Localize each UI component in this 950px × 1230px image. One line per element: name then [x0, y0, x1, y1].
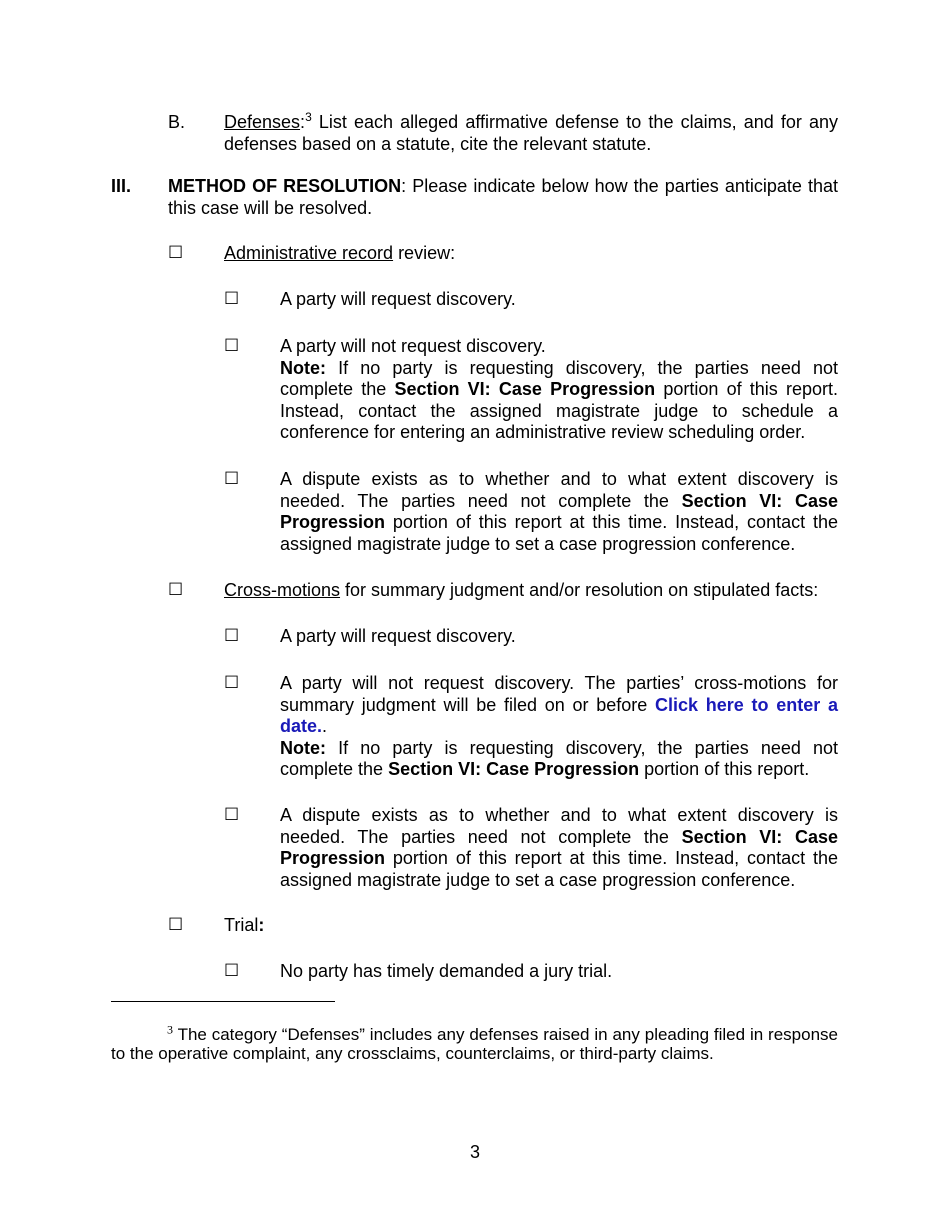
trial-label: Trial:	[224, 915, 265, 935]
admin-opt2-note: Note: If no party is requesting discovery, the parties need not complete the Section VI: Case Progression portion of this report. Instead, contact the assigned magistrate judge to schedule a conference for entering an administrative review scheduling order.	[280, 357, 839, 442]
cross-opt2-note: Note: If no party is requesting discovery, the parties need not complete the Section VI: Case Progression portion of this report.	[280, 737, 838, 779]
trial-opt1-text: No party has timely demanded a jury trial.	[280, 961, 613, 981]
admin-opt2-checkbox[interactable]: ☐	[224, 336, 240, 356]
admin-opt1-text: A party will request discovery.	[280, 289, 516, 309]
section-b-text: Defenses:$^3$ List each alleged affirmative defense to the claims, and for any defenses based on a statute, cite the relevant statute.	[224, 110, 838, 154]
method-of-resolution-heading: METHOD OF RESOLUTION	[168, 176, 402, 196]
admin-opt2-text: A party will not request discovery. Note: If no party is requesting discovery, the parties need not complete the Section VI: Case Progression portion of this report. Instead, contact the assigned magistrate judge to schedule a conference for entering an administrative review scheduling order.	[280, 336, 839, 442]
section-b-marker: B.	[168, 112, 186, 132]
section-iii-marker: III.	[111, 176, 132, 196]
admin-record-checkbox[interactable]: ☐	[168, 243, 184, 263]
footnote-ref-3[interactable]: 3	[305, 110, 312, 124]
cross-opt3-text: A dispute exists as to whether and to what extent discovery is needed. The parties need not complete the Section VI: Case Progression portion of this report at this time. Instead, contact the assigned magistrate judge to set a case progression conference.	[280, 805, 838, 890]
footnote-separator	[111, 1001, 335, 1002]
cross-opt3-checkbox[interactable]: ☐	[224, 805, 240, 825]
cross-opt1-checkbox[interactable]: ☐	[224, 626, 240, 646]
cross-motions-checkbox[interactable]: ☐	[168, 580, 184, 600]
admin-opt3-checkbox[interactable]: ☐	[224, 469, 240, 489]
enter-date-field[interactable]: Click here to enter a date.	[280, 694, 838, 736]
cross-motions-label: Cross-motions for summary judgment and/or resolution on stipulated facts:	[224, 580, 819, 600]
trial-checkbox[interactable]: ☐	[168, 915, 184, 935]
admin-opt1-checkbox[interactable]: ☐	[224, 289, 240, 309]
cross-opt2-text: A party will not request discovery. The parties’ cross-motions for summary judgment will be filed on or before Click here to enter a date.. Note: If no party is requesting discovery, the parties need not complete the Section VI: Case Progression portion of this report.	[280, 673, 838, 779]
section-iii-text: METHOD OF RESOLUTION: Please indicate below how the parties anticipate that this case will be resolved.	[168, 176, 839, 218]
admin-record-label: Administrative record review:	[224, 243, 456, 263]
admin-opt3-text: A dispute exists as to whether and to what extent discovery is needed. The parties need not complete the Section VI: Case Progression portion of this report at this time. Instead, contact the assigned magistrate judge to set a case progression conference.	[280, 469, 838, 554]
page-number: 3	[469, 1142, 480, 1162]
footnote-3: $^3$ The category “Defenses” includes any defenses raised in any pleading filed in response to the operative complaint, any crossclaims, counterclaims, or third-party claims.	[111, 1022, 838, 1063]
cross-opt2-checkbox[interactable]: ☐	[224, 673, 240, 693]
defenses-heading: Defenses	[224, 112, 301, 132]
cross-opt1-text: A party will request discovery.	[280, 626, 516, 646]
trial-opt1-checkbox[interactable]: ☐	[224, 961, 240, 981]
footnote-number: 3	[167, 1022, 173, 1037]
